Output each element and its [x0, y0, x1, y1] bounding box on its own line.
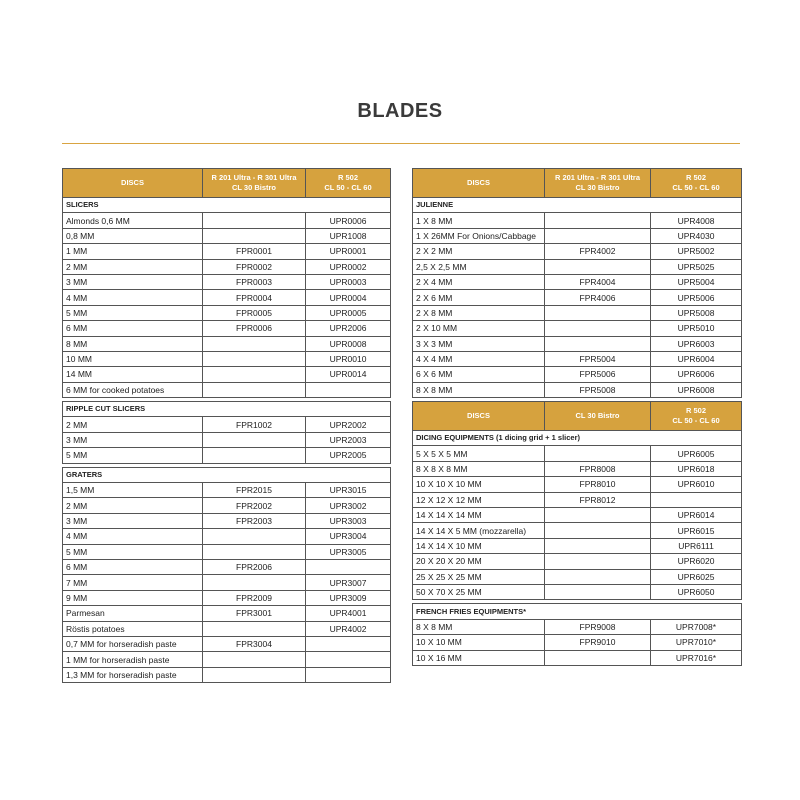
cell-upr-code: UPR0005: [306, 305, 391, 320]
cell-fpr-code: FPR4004: [545, 274, 651, 289]
table-row: [63, 432, 391, 447]
table-row: [63, 652, 391, 667]
cell-upr-code: UPR3007: [306, 575, 391, 590]
cell-fpr-code: FPR4006: [545, 290, 651, 305]
cell-size: 6 MM: [63, 321, 203, 336]
cell-size: 1 X 26MM For Onions/Cabbage: [413, 228, 545, 243]
cell-fpr-code: [545, 569, 651, 584]
table-row: [63, 351, 391, 366]
cell-upr-code: UPR3002: [306, 498, 391, 513]
cell-fpr-code: [545, 213, 651, 228]
table-row: [63, 575, 391, 590]
cell-size: 10 X 16 MM: [413, 650, 545, 665]
cell-fpr-code: FPR5006: [545, 367, 651, 382]
cell-upr-code: UPR2005: [306, 448, 391, 463]
table-row: [63, 336, 391, 351]
cell-size: 14 X 14 X 10 MM: [413, 538, 545, 553]
cell-upr-code: UPR0006: [306, 213, 391, 228]
header-r502: R 502 CL 50 - CL 60: [651, 169, 742, 198]
cell-size: 5 MM: [63, 448, 203, 463]
cell-fpr-code: [545, 508, 651, 523]
table-row: [413, 321, 742, 336]
cell-size: 8 X 8 X 8 MM: [413, 461, 545, 476]
table-row: [413, 244, 742, 259]
cell-fpr-code: FPR3001: [203, 606, 306, 621]
cell-fpr-code: FPR8012: [545, 492, 651, 507]
cell-fpr-code: [545, 523, 651, 538]
cell-upr-code: UPR5006: [651, 290, 742, 305]
table-row: [413, 569, 742, 584]
table-row: [413, 305, 742, 320]
cell-upr-code: UPR6018: [651, 461, 742, 476]
cell-upr-code: UPR1008: [306, 228, 391, 243]
cell-fpr-code: [545, 554, 651, 569]
cell-size: 4 MM: [63, 529, 203, 544]
cell-size: 6 MM: [63, 559, 203, 574]
table-row: [63, 590, 391, 605]
cell-fpr-code: FPR2006: [203, 559, 306, 574]
table-header-row-2: [413, 402, 742, 431]
table-row: [413, 461, 742, 476]
cell-size: 14 X 14 X 5 MM (mozzarella): [413, 523, 545, 538]
header2-r502: R 502 CL 50 - CL 60: [651, 402, 742, 431]
cell-upr-code: UPR6025: [651, 569, 742, 584]
cell-upr-code: UPR6111: [651, 538, 742, 553]
left-table-column: [62, 168, 390, 683]
cell-fpr-code: [545, 321, 651, 336]
cell-fpr-code: [545, 228, 651, 243]
cell-upr-code: UPR5025: [651, 259, 742, 274]
table-header-row: [413, 169, 742, 198]
table-row: [63, 513, 391, 528]
header-discs: DISCS: [63, 169, 203, 198]
cell-upr-code: UPR6020: [651, 554, 742, 569]
cell-size: 4 X 4 MM: [413, 351, 545, 366]
table-row: [413, 228, 742, 243]
table-row: [413, 538, 742, 553]
cell-size: 2,5 X 2,5 MM: [413, 259, 545, 274]
cell-size: 2 MM: [63, 417, 203, 432]
cell-fpr-code: [203, 652, 306, 667]
section-title: JULIENNE: [413, 198, 742, 213]
cell-upr-code: UPR4030: [651, 228, 742, 243]
cell-upr-code: [306, 559, 391, 574]
cell-fpr-code: [545, 538, 651, 553]
cell-size: Röstis potatoes: [63, 621, 203, 636]
cell-upr-code: UPR6015: [651, 523, 742, 538]
table-header-row: [63, 169, 391, 198]
cell-upr-code: UPR4001: [306, 606, 391, 621]
cell-upr-code: UPR6008: [651, 382, 742, 397]
cell-upr-code: UPR0014: [306, 367, 391, 382]
cell-size: 2 MM: [63, 259, 203, 274]
cell-size: 14 MM: [63, 367, 203, 382]
table-row: [63, 305, 391, 320]
cell-size: 6 MM for cooked potatoes: [63, 382, 203, 397]
cell-upr-code: UPR0004: [306, 290, 391, 305]
header-r201: R 201 Ultra - R 301 Ultra CL 30 Bistro: [203, 169, 306, 198]
section-title: DICING EQUIPMENTS (1 dicing grid + 1 slicer): [413, 431, 742, 446]
table-row: [413, 446, 742, 461]
cell-fpr-code: FPR5004: [545, 351, 651, 366]
cell-upr-code: [651, 492, 742, 507]
blades-table-right: [412, 168, 742, 666]
cell-size: Parmesan: [63, 606, 203, 621]
table-row: [413, 213, 742, 228]
table-row: [63, 244, 391, 259]
cell-upr-code: UPR6050: [651, 584, 742, 599]
cell-fpr-code: FPR9008: [545, 619, 651, 634]
left-table-body: [63, 198, 391, 683]
cell-size: 14 X 14 X 14 MM: [413, 508, 545, 523]
cell-fpr-code: [545, 650, 651, 665]
table-row: [413, 290, 742, 305]
cell-size: 1,5 MM: [63, 483, 203, 498]
cell-upr-code: UPR3004: [306, 529, 391, 544]
cell-size: 20 X 20 X 20 MM: [413, 554, 545, 569]
cell-fpr-code: [203, 228, 306, 243]
cell-fpr-code: FPR0001: [203, 244, 306, 259]
section-header-row: [413, 431, 742, 446]
section-header-row: [413, 198, 742, 213]
cell-fpr-code: FPR8008: [545, 461, 651, 476]
table-row: [63, 544, 391, 559]
table-row: [413, 554, 742, 569]
cell-size: 25 X 25 X 25 MM: [413, 569, 545, 584]
table-row: [413, 492, 742, 507]
cell-upr-code: UPR6003: [651, 336, 742, 351]
cell-size: 50 X 70 X 25 MM: [413, 584, 545, 599]
table-row: [413, 274, 742, 289]
cell-upr-code: UPR2006: [306, 321, 391, 336]
cell-size: 5 MM: [63, 544, 203, 559]
cell-upr-code: UPR6014: [651, 508, 742, 523]
header2-cl30: CL 30 Bistro: [545, 402, 651, 431]
cell-upr-code: UPR6005: [651, 446, 742, 461]
cell-size: 7 MM: [63, 575, 203, 590]
header2-discs: DISCS: [413, 402, 545, 431]
cell-fpr-code: FPR0006: [203, 321, 306, 336]
cell-upr-code: [306, 652, 391, 667]
right-table-column: [412, 168, 741, 666]
section-header-row: [63, 467, 391, 482]
table-row: [63, 417, 391, 432]
cell-fpr-code: FPR2015: [203, 483, 306, 498]
table-row: [413, 650, 742, 665]
cell-fpr-code: [203, 432, 306, 447]
cell-fpr-code: [203, 448, 306, 463]
dicing-table-body: [413, 431, 742, 666]
cell-fpr-code: FPR1002: [203, 417, 306, 432]
cell-fpr-code: [545, 336, 651, 351]
table-row: [413, 382, 742, 397]
cell-fpr-code: FPR2009: [203, 590, 306, 605]
cell-upr-code: UPR6004: [651, 351, 742, 366]
cell-upr-code: UPR4002: [306, 621, 391, 636]
cell-fpr-code: [203, 544, 306, 559]
cell-fpr-code: [203, 382, 306, 397]
cell-fpr-code: [203, 621, 306, 636]
cell-upr-code: UPR2003: [306, 432, 391, 447]
cell-size: 2 MM: [63, 498, 203, 513]
table-row: [63, 606, 391, 621]
cell-size: 8 MM: [63, 336, 203, 351]
table-row: [63, 367, 391, 382]
cell-size: 1,3 MM for horseradish paste: [63, 667, 203, 682]
cell-upr-code: [306, 636, 391, 651]
cell-size: 3 MM: [63, 432, 203, 447]
table-row: [413, 584, 742, 599]
cell-size: 8 X 8 MM: [413, 619, 545, 634]
cell-upr-code: UPR5010: [651, 321, 742, 336]
cell-size: 10 X 10 MM: [413, 635, 545, 650]
table-row: [63, 321, 391, 336]
cell-upr-code: UPR3015: [306, 483, 391, 498]
table-row: [413, 367, 742, 382]
cell-size: Almonds 0,6 MM: [63, 213, 203, 228]
cell-fpr-code: [203, 367, 306, 382]
cell-fpr-code: [545, 584, 651, 599]
cell-size: 6 X 6 MM: [413, 367, 545, 382]
table-row: [413, 523, 742, 538]
cell-size: 3 X 3 MM: [413, 336, 545, 351]
cell-fpr-code: FPR0004: [203, 290, 306, 305]
table-row: [413, 259, 742, 274]
cell-upr-code: UPR7008*: [651, 619, 742, 634]
table-row: [63, 483, 391, 498]
cell-upr-code: UPR7016*: [651, 650, 742, 665]
cell-upr-code: UPR3003: [306, 513, 391, 528]
header-r201: R 201 Ultra - R 301 Ultra CL 30 Bistro: [545, 169, 651, 198]
cell-fpr-code: FPR0002: [203, 259, 306, 274]
cell-upr-code: UPR5008: [651, 305, 742, 320]
cell-fpr-code: [545, 259, 651, 274]
table-row: [63, 667, 391, 682]
cell-upr-code: UPR0010: [306, 351, 391, 366]
cell-fpr-code: FPR2002: [203, 498, 306, 513]
cell-upr-code: UPR0002: [306, 259, 391, 274]
cell-fpr-code: FPR2003: [203, 513, 306, 528]
title-divider: [62, 143, 740, 144]
section-title: GRATERS: [63, 467, 391, 482]
cell-size: 1 MM for horseradish paste: [63, 652, 203, 667]
table-row: [63, 448, 391, 463]
table-row: [413, 508, 742, 523]
header-r502: R 502 CL 50 - CL 60: [306, 169, 391, 198]
cell-fpr-code: [203, 667, 306, 682]
cell-size: 0,7 MM for horseradish paste: [63, 636, 203, 651]
section-header-row: [63, 198, 391, 213]
cell-size: 2 X 10 MM: [413, 321, 545, 336]
cell-size: 8 X 8 MM: [413, 382, 545, 397]
blades-table-left: [62, 168, 391, 683]
table-row: [63, 290, 391, 305]
section-title: FRENCH FRIES EQUIPMENTS*: [413, 604, 742, 619]
cell-upr-code: UPR0001: [306, 244, 391, 259]
cell-fpr-code: FPR4002: [545, 244, 651, 259]
cell-fpr-code: FPR0003: [203, 274, 306, 289]
cell-fpr-code: [545, 446, 651, 461]
table-row: [63, 382, 391, 397]
cell-upr-code: UPR5002: [651, 244, 742, 259]
cell-size: 0,8 MM: [63, 228, 203, 243]
table-row: [63, 636, 391, 651]
page-title: BLADES: [357, 100, 443, 122]
cell-upr-code: UPR0003: [306, 274, 391, 289]
cell-upr-code: UPR0008: [306, 336, 391, 351]
table-row: [63, 259, 391, 274]
cell-fpr-code: FPR0005: [203, 305, 306, 320]
table-row: [63, 213, 391, 228]
cell-size: 5 X 5 X 5 MM: [413, 446, 545, 461]
cell-fpr-code: FPR5008: [545, 382, 651, 397]
cell-size: 2 X 2 MM: [413, 244, 545, 259]
cell-upr-code: UPR3009: [306, 590, 391, 605]
cell-fpr-code: FPR3004: [203, 636, 306, 651]
cell-upr-code: UPR5004: [651, 274, 742, 289]
table-row: [413, 635, 742, 650]
cell-size: 12 X 12 X 12 MM: [413, 492, 545, 507]
cell-upr-code: UPR6006: [651, 367, 742, 382]
table-row: [63, 529, 391, 544]
cell-size: 3 MM: [63, 274, 203, 289]
cell-size: 10 MM: [63, 351, 203, 366]
cell-upr-code: UPR3005: [306, 544, 391, 559]
cell-fpr-code: [203, 351, 306, 366]
cell-size: 2 X 4 MM: [413, 274, 545, 289]
cell-size: 5 MM: [63, 305, 203, 320]
section-title: RIPPLE CUT SLICERS: [63, 402, 391, 417]
cell-size: 10 X 10 X 10 MM: [413, 477, 545, 492]
cell-size: 4 MM: [63, 290, 203, 305]
julienne-table-body: [413, 198, 742, 402]
cell-size: 1 X 8 MM: [413, 213, 545, 228]
cell-upr-code: UPR7010*: [651, 635, 742, 650]
cell-upr-code: UPR2002: [306, 417, 391, 432]
cell-size: 2 X 8 MM: [413, 305, 545, 320]
cell-fpr-code: [203, 575, 306, 590]
cell-size: 9 MM: [63, 590, 203, 605]
cell-upr-code: [306, 382, 391, 397]
table-row: [63, 274, 391, 289]
header-discs: DISCS: [413, 169, 545, 198]
table-row: [413, 477, 742, 492]
table-row: [413, 336, 742, 351]
cell-fpr-code: FPR8010: [545, 477, 651, 492]
cell-fpr-code: [203, 336, 306, 351]
cell-upr-code: [306, 667, 391, 682]
section-header-row: [413, 604, 742, 619]
table-row: [63, 621, 391, 636]
cell-fpr-code: [203, 529, 306, 544]
cell-fpr-code: FPR9010: [545, 635, 651, 650]
table-row: [63, 559, 391, 574]
cell-size: 2 X 6 MM: [413, 290, 545, 305]
cell-upr-code: UPR6010: [651, 477, 742, 492]
table-row: [413, 619, 742, 634]
table-row: [63, 228, 391, 243]
section-header-row: [63, 402, 391, 417]
section-title: SLICERS: [63, 198, 391, 213]
cell-fpr-code: [203, 213, 306, 228]
cell-size: 3 MM: [63, 513, 203, 528]
cell-upr-code: UPR4008: [651, 213, 742, 228]
cell-size: 1 MM: [63, 244, 203, 259]
table-row: [63, 498, 391, 513]
cell-fpr-code: [545, 305, 651, 320]
table-row: [413, 351, 742, 366]
